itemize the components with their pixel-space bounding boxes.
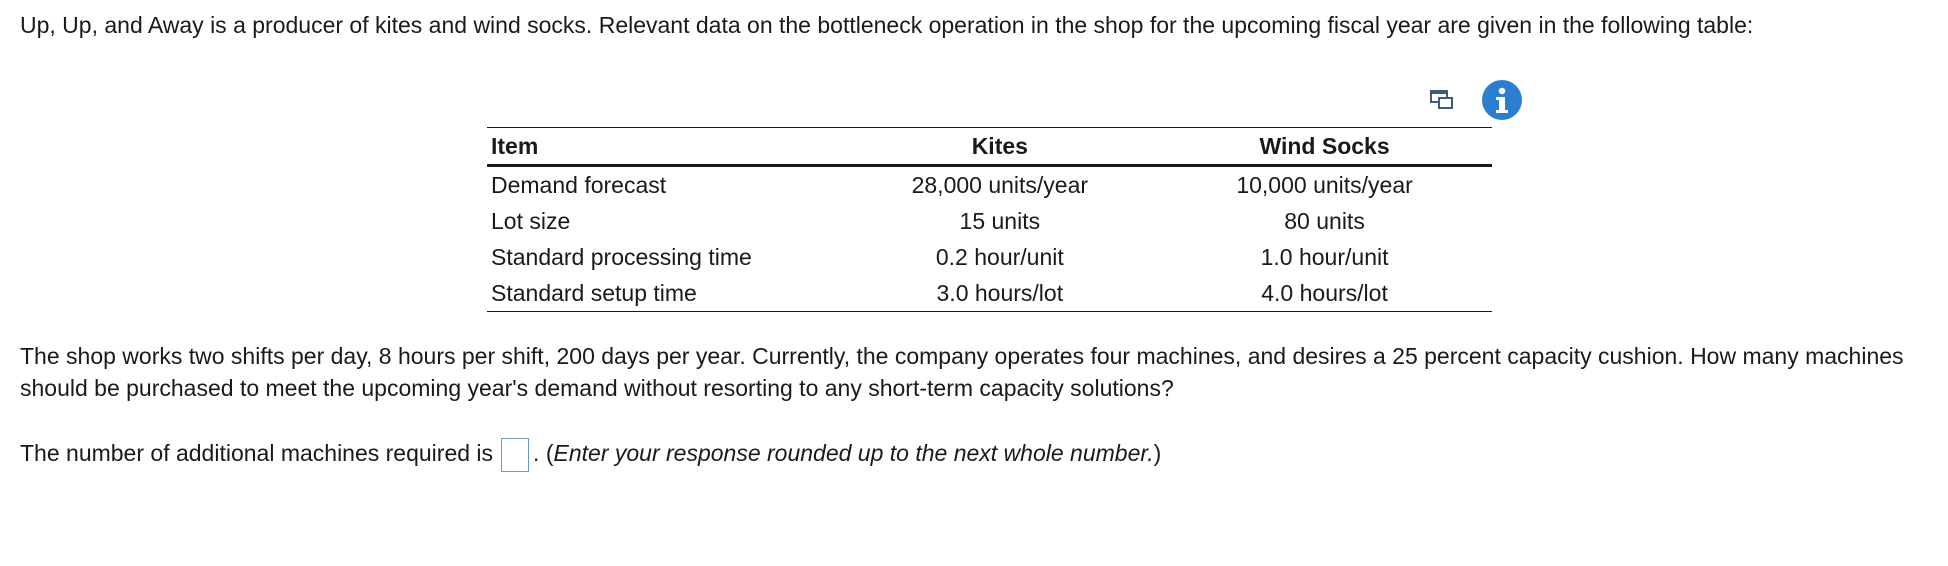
- header-item: Item: [487, 128, 843, 166]
- answer-input[interactable]: [501, 438, 529, 472]
- table-header-row: [487, 128, 1492, 166]
- answer-prompt: The number of additional machines required is: [20, 440, 494, 466]
- kites-value: 28,000 units/year: [911, 171, 1089, 198]
- table-tools: [1430, 80, 1530, 120]
- answer-close-paren: ): [1153, 440, 1162, 466]
- header-kites: Kites: [843, 128, 1158, 166]
- answer-line: [20, 437, 1161, 472]
- answer-punctuation: . (: [533, 440, 554, 466]
- wind-socks-value: 10,000 units/year: [1236, 171, 1413, 198]
- wind-socks-value: 4.0 hours/lot: [1157, 275, 1492, 312]
- row-label: Lot size: [491, 207, 571, 234]
- row-label: Demand forecast: [491, 171, 667, 198]
- wind-socks-value: 80 units: [1284, 207, 1365, 234]
- row-label: Standard processing time: [491, 243, 752, 270]
- problem-question: The shop works two shifts per day, 8 hours per shift, 200 days per year. Currently, the company operates four machines, and desires a 25 percent capacity cushion. How many machines should be purchased to meet the upcoming year's demand without resorting to any short-term capacity solutions?: [20, 343, 1904, 401]
- header-wind-socks: Wind Socks: [1157, 128, 1492, 166]
- wind-socks-value: 1.0 hour/unit: [1260, 243, 1389, 270]
- kites-value: 3.0 hours/lot: [843, 275, 1158, 312]
- answer-hint: Enter your response rounded up to the next whole number.: [553, 440, 1154, 466]
- info-icon[interactable]: [1482, 80, 1522, 120]
- table-row: [487, 239, 1492, 275]
- table-row: [487, 275, 1492, 312]
- copy-to-clipboard-icon[interactable]: [1430, 90, 1454, 110]
- table-row: [487, 166, 1492, 204]
- kites-value: 15 units: [959, 207, 1041, 234]
- info-glyph-icon: [1482, 80, 1522, 120]
- problem-intro: Up, Up, and Away is a producer of kites and wind socks. Relevant data on the bottleneck operation in the shop for the upcoming fiscal year are given in the following table:: [20, 12, 1754, 38]
- bottleneck-data-table: [487, 127, 1492, 312]
- table-row: [487, 203, 1492, 239]
- row-label: Standard setup time: [487, 275, 843, 312]
- kites-value: 0.2 hour/unit: [935, 243, 1064, 270]
